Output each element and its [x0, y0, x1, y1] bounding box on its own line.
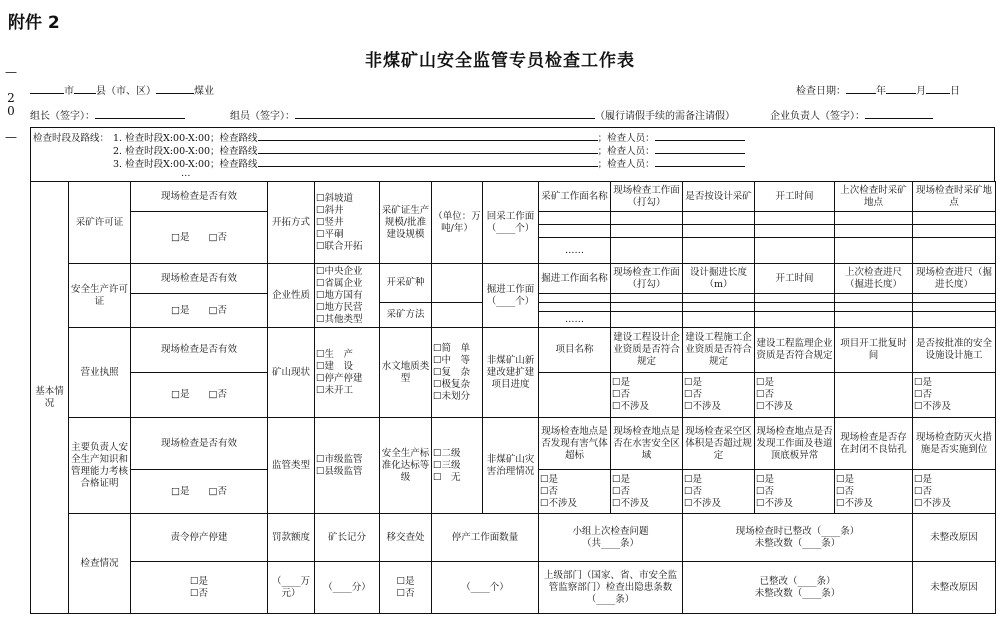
cell-text: ☐不涉及 [756, 401, 794, 412]
cell-text: ☐不涉及 [914, 401, 952, 412]
table-cell: （____分） [315, 562, 380, 614]
cell-text: ☐停产停建 [316, 372, 363, 384]
cell-text: ☐不涉及 [612, 497, 650, 509]
table-cell: 监管类型 [268, 418, 315, 514]
cell-text: ☐是 [914, 377, 933, 388]
table-cell: 建设工程监理企业资质是否符合规定 [755, 328, 835, 373]
table-cell: …… [539, 312, 611, 328]
table-cell: 现场检查防灭火措施是否实施到位 [913, 418, 996, 470]
table-cell [432, 328, 483, 418]
cell-text: □是 [171, 304, 190, 316]
table-cell [835, 312, 913, 328]
cell-text: ☐是 [540, 473, 559, 485]
table-cell [539, 294, 611, 303]
cell-text: ☐否 [684, 485, 703, 497]
cell-text: ☐否 [914, 389, 933, 400]
table-cell [835, 212, 913, 225]
cell-text: ☐是 [684, 377, 703, 388]
table-cell [539, 514, 683, 562]
table-cell [913, 294, 996, 303]
table-cell: 停产工作面数量 [432, 514, 539, 562]
table-cell: 现场检查地点是否发现工作面及巷道顶底板异常 [755, 418, 835, 470]
inspection-table [30, 181, 996, 614]
cell-text: ☐是 [914, 473, 933, 485]
table-cell [683, 225, 755, 238]
table-cell: 现场检查工作面（打勾） [611, 264, 683, 294]
cell-text: ☐平硐 [316, 228, 344, 240]
fill-blank [655, 156, 745, 167]
mining-license: 采矿许可证 [69, 182, 131, 264]
table-cell: 开工时间 [755, 182, 835, 212]
table-cell [755, 312, 835, 328]
cell-text: 年 [876, 86, 886, 97]
table-cell [611, 212, 683, 225]
cell-text: ☐是 [756, 473, 775, 485]
cell-text: ☐不涉及 [756, 497, 794, 509]
table-cell [315, 264, 380, 328]
table-cell: 水文地质类型 [380, 328, 432, 418]
page-number: — 2 0 — [5, 65, 17, 144]
cell-text: □否 [208, 485, 227, 497]
table-cell [835, 225, 913, 238]
attachment-label: 附件 2 [8, 13, 60, 33]
table-cell [683, 562, 913, 614]
table-cell [315, 328, 380, 418]
table-cell [913, 312, 996, 328]
table-cell[interactable] [131, 212, 268, 264]
cell-text: 煤业 [194, 86, 214, 97]
table-cell [755, 470, 835, 514]
table-cell [913, 303, 996, 312]
cell-text: ☐是 [612, 473, 631, 485]
cell-text: ☐是 [756, 377, 775, 388]
cell-text: （履行请假手续的需备注请假） [595, 111, 735, 122]
cell-text: □否 [208, 304, 227, 316]
table-cell [683, 514, 913, 562]
cell-text: 组员（签字）： [230, 111, 295, 122]
cell-text: ☐地方民营 [316, 301, 363, 313]
table-cell: （单位：万吨/年） [432, 182, 483, 264]
table-cell [835, 238, 913, 264]
table-cell: 现场检查是否有效 [131, 182, 268, 212]
table-cell: 项目开工批复时间 [835, 328, 913, 373]
table-cell: 现场检查进尺（掘进长度） [913, 264, 996, 294]
table-cell: 罚款额度 [268, 514, 315, 562]
table-cell [432, 303, 483, 328]
table-cell [835, 373, 913, 418]
page-title: 非煤矿山安全监管专员检查工作表 [365, 51, 635, 71]
cell-text: 县（市、区） [96, 86, 156, 97]
table-cell [611, 470, 683, 514]
table-cell [913, 470, 996, 514]
cell-text: 未整改数 [754, 587, 793, 599]
cell-text: ☐是 [684, 473, 703, 485]
table-cell: 非煤矿山灾害治理情况 [483, 418, 539, 514]
table-cell [755, 373, 835, 418]
cell-text: ☐是 [396, 575, 415, 587]
table-cell: 采矿工作面名称 [539, 182, 611, 212]
table-cell: 掘进工作面名称 [539, 264, 611, 294]
cell-text: ☐否 [756, 485, 775, 497]
table-cell [483, 264, 539, 328]
cell-text: 检查日期： [796, 86, 846, 97]
cell-text: □是 [171, 389, 190, 400]
cell-text: 小组上次检查问题 [572, 525, 649, 537]
table-cell[interactable] [131, 470, 268, 514]
table-cell [539, 303, 611, 312]
fill-blank [258, 130, 598, 141]
cell-text: ☐是 [836, 473, 855, 485]
cell-text: 2. 检查时段X:00-X:00；检查路线 [113, 146, 258, 157]
safety-license: 安全生产许可证 [69, 264, 131, 328]
fill-blank [846, 83, 876, 94]
cell-text: 1. 检查时段X:00-X:00；检查路线 [113, 133, 258, 144]
dev-options [315, 182, 380, 264]
table-cell [432, 264, 483, 303]
table-cell[interactable] [131, 373, 268, 418]
table-cell: 现场检查时采矿地点 [913, 182, 996, 212]
fill-blank [655, 143, 745, 154]
fill-blank [886, 83, 916, 94]
table-cell: 未整改原因 [913, 562, 996, 614]
table-cell [755, 212, 835, 225]
table-cell: 责令停产停建 [131, 514, 268, 562]
cell-text: （共____条） [581, 537, 639, 549]
cell-text: ☐是 [189, 575, 209, 587]
cell-text: 日 [950, 86, 960, 97]
table-cell [683, 373, 755, 418]
table-cell [835, 470, 913, 514]
table-cell [539, 562, 683, 614]
table-cell [683, 303, 755, 312]
cell-text: ☐否 [540, 485, 559, 497]
cell-text: □是 [171, 231, 190, 243]
table-cell: 开工时间 [755, 264, 835, 294]
cell-text: （____条） [586, 593, 635, 605]
check-date [796, 82, 960, 97]
fill-blank [926, 83, 950, 94]
table-cell [611, 303, 683, 312]
location-line [30, 82, 214, 97]
table-cell: …… [539, 238, 611, 264]
cell-text: （____条） [788, 575, 836, 587]
table-cell: 现场检查采空区体积是否超过规定 [683, 418, 755, 470]
cell-text: ☐否 [684, 389, 703, 400]
table-cell [611, 294, 683, 303]
check-section: 检查情况 [69, 514, 131, 614]
fill-blank [95, 108, 185, 119]
cell-text: ☐不涉及 [612, 401, 650, 412]
cell-text: ☐否 [612, 485, 631, 497]
table-cell: 现场检查工作面（打勾） [611, 182, 683, 212]
table-cell: 未整改原因 [913, 514, 996, 562]
cell-text: ☐否 [836, 485, 855, 497]
table-cell [483, 182, 539, 264]
table-cell: 是否按设计采矿 [683, 182, 755, 212]
table-cell [611, 238, 683, 264]
table-cell: 上次检查时采矿地点 [835, 182, 913, 212]
table-cell [683, 312, 755, 328]
manager-certificate: 主要负责人安全生产知识和管理能力考核合格证明 [69, 418, 131, 514]
table-cell [683, 212, 755, 225]
table-cell: 现场检查地点是否在水害安全区域 [611, 418, 683, 470]
cell-text: ☐未开工 [316, 384, 354, 396]
table-cell [683, 238, 755, 264]
table-cell: 现场检查是否有效 [131, 264, 268, 294]
cell-text: ；检查人员： [597, 159, 655, 170]
table-cell: 安全生产标准化达标等级 [380, 418, 432, 514]
basic-section: 基本情况 [31, 182, 69, 614]
cell-text: ；检查人员： [597, 133, 655, 144]
cell-text: ☐否 [612, 389, 631, 400]
table-cell: 是否按批准的安全设施设计施工 [913, 328, 996, 373]
table-cell: 矿山现状 [268, 328, 315, 418]
fill-blank [258, 143, 598, 154]
cell-text: □否 [208, 389, 227, 400]
cell-text: 上级部门（国家、省、市安全监管监察部门）检查出隐患条数 [543, 569, 677, 593]
cell-text: （____条） [792, 537, 841, 549]
cell-text: ☐否 [396, 587, 415, 599]
table-cell[interactable] [131, 294, 268, 328]
table-cell [913, 225, 996, 238]
table-cell [913, 373, 996, 418]
table-cell [913, 238, 996, 264]
cell-text: 掘进工作面 [486, 283, 535, 295]
table-cell: 开采矿种 [380, 264, 432, 303]
cell-text: ☐ 无 [433, 471, 461, 483]
cell-text: ☐其他类型 [316, 313, 363, 325]
cell-text: ☐简 单 [433, 342, 471, 354]
cell-text: ☐中 等 [433, 354, 471, 366]
cell-text: ☐二级 [433, 447, 461, 459]
cell-text: ☐联合开拓 [316, 240, 363, 252]
cell-text: ☐极复杂 [433, 378, 471, 390]
cell-text: 已整改 [759, 575, 788, 587]
table-cell [432, 418, 483, 514]
table-cell [835, 303, 913, 312]
cell-text: （____条） [792, 587, 841, 599]
business-license: 营业执照 [69, 328, 131, 418]
cell-text: ；检查人员： [597, 146, 655, 157]
cell-text: ☐中央企业 [316, 265, 363, 277]
cell-text: 未整改数 [754, 537, 793, 549]
cell-text: ☐不涉及 [684, 497, 722, 509]
table-cell [611, 373, 683, 418]
cell-text: ☐省属企业 [316, 277, 363, 289]
cell-text: ☐未划分 [433, 390, 471, 402]
leader-signature [30, 107, 185, 122]
cell-text: ☐不涉及 [914, 497, 952, 509]
table-cell: 企业性质 [268, 264, 315, 328]
cell-text: ☐不涉及 [684, 401, 722, 412]
cell-text: 月 [916, 86, 926, 97]
table-cell [683, 294, 755, 303]
cell-text: ☐不涉及 [540, 497, 578, 509]
table-cell: （____万元） [268, 562, 315, 614]
table-cell [539, 373, 611, 418]
table-cell: 移交查处 [380, 514, 432, 562]
table-cell [755, 303, 835, 312]
table-cell [913, 212, 996, 225]
cell-text: （____个） [486, 295, 535, 307]
table-cell [315, 418, 380, 514]
table-cell [611, 312, 683, 328]
table-cell: 采矿方法 [380, 303, 432, 328]
table-cell[interactable] [380, 562, 432, 614]
table-cell: 采矿证生产规模/批准建设规模 [380, 182, 432, 264]
cell-text: 现场检查时已整改 [735, 525, 812, 537]
cell-text: ☐斜坡道 [316, 192, 354, 204]
fill-blank [156, 83, 194, 94]
cell-text: ☐建 设 [316, 360, 354, 372]
company-head-signature [770, 107, 933, 122]
fill-blank [74, 83, 96, 94]
table-cell [539, 225, 611, 238]
table-cell: 建设工程施工企业资质是否符合规定 [683, 328, 755, 373]
fill-blank [295, 108, 595, 119]
cell-text: （____条） [811, 525, 860, 537]
cell-text: ☐竖井 [316, 216, 344, 228]
table-cell [539, 212, 611, 225]
cell-text: ☐三级 [433, 459, 461, 471]
fill-blank [258, 156, 598, 167]
cell-text: ☐不涉及 [836, 497, 874, 509]
cell-text: ☐否 [756, 389, 775, 400]
table-cell[interactable] [131, 562, 268, 614]
route-box: 检查时段及路线： 1. 检查时段X:00-X:00；检查路线 ；检查人员： 2. 检查时段X:00-X:00；检查路线 ；检查人员： 3. 检查时段X:00-X:00；检查路线 ；检查人员： … [30, 127, 995, 181]
table-cell [611, 225, 683, 238]
cell-text: □是 [171, 485, 190, 497]
table-cell [755, 225, 835, 238]
table-cell [683, 470, 755, 514]
table-cell [835, 294, 913, 303]
cell-text: ☐否 [914, 485, 933, 497]
fill-blank [655, 130, 745, 141]
table-cell: 现场检查是否有效 [131, 418, 268, 470]
cell-text: ☐斜井 [316, 204, 344, 216]
table-cell: 矿长记分 [315, 514, 380, 562]
table-cell [755, 294, 835, 303]
table-cell: 非煤矿山新建改建扩建项目进度 [483, 328, 539, 418]
cell-text: ☐否 [189, 587, 209, 599]
cell-text: □否 [208, 231, 227, 243]
table-cell: 项目名称 [539, 328, 611, 373]
table-cell: （____个） [432, 562, 539, 614]
table-cell: 设计掘进长度（m） [683, 264, 755, 294]
cell-text: ☐县级监管 [316, 465, 363, 477]
cell-text: 3. 检查时段X:00-X:00；检查路线 [113, 159, 258, 170]
cell-text: 企业负责人（签字）： [770, 111, 865, 122]
table-cell: 上次检查进尺（掘进长度） [835, 264, 913, 294]
table-cell: 现场检查地点是否发现有害气体超标 [539, 418, 611, 470]
cell-text: ☐市级监管 [316, 453, 363, 465]
fill-blank [865, 108, 933, 119]
table-cell [539, 470, 611, 514]
table-cell: 建设工程设计企业资质是否符合规定 [611, 328, 683, 373]
cell-text: ☐生 产 [316, 348, 354, 360]
table-cell: 现场检查是否有效 [131, 328, 268, 373]
fill-blank [30, 83, 64, 94]
cell-text: （____个） [486, 222, 535, 234]
cell-text: 组长（签字）： [30, 111, 95, 122]
cell-text: ☐是 [612, 377, 631, 388]
table-cell: 现场检查是否存在封闭不良钻孔 [835, 418, 913, 470]
member-signature [230, 107, 735, 122]
cell-text: ☐复 杂 [433, 366, 471, 378]
cell-text: 回采工作面 [486, 210, 535, 222]
table-cell: 开拓方式 [268, 182, 315, 264]
table-cell [755, 238, 835, 264]
cell-text: 市 [64, 86, 74, 97]
cell-text: ☐地方国有 [316, 289, 363, 301]
